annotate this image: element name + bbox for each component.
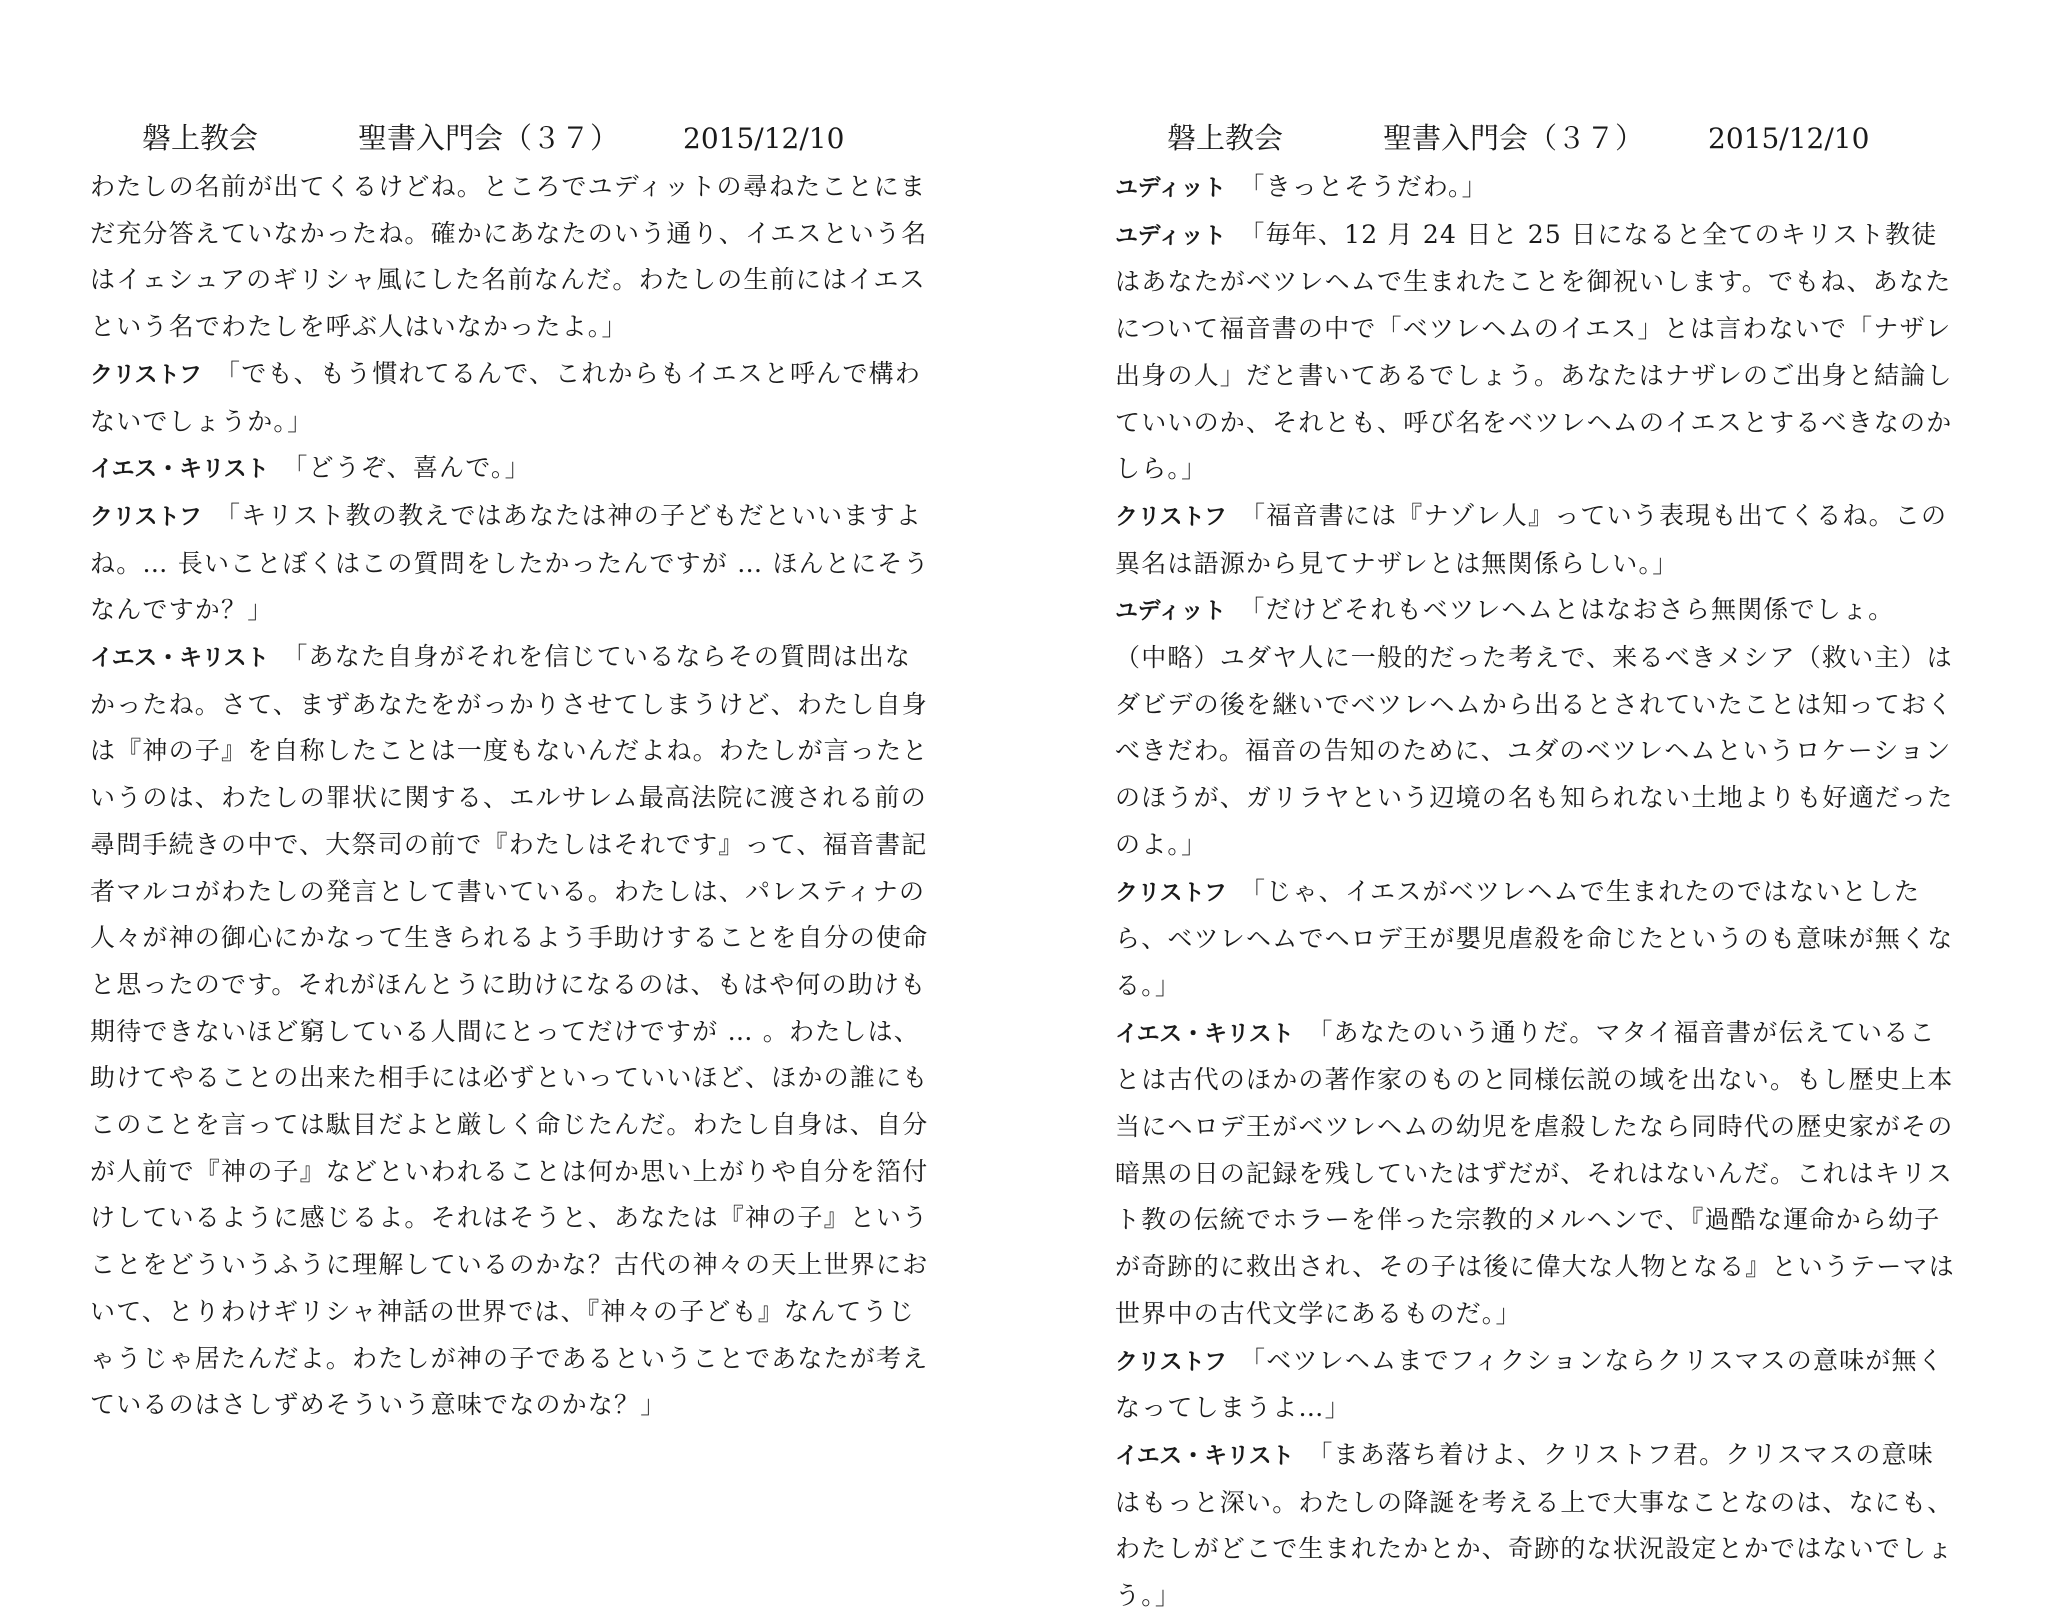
paragraph [90, 164, 930, 351]
dialogue-text: 「毎年、12 月 24 日と 25 日になると全てのキリスト教徒はあなたがベツレヘムで生まれたことを御祝いします。でもね、あなたについて福音書の中で「ベツレヘムのイエス」とは言わないで「ナザレ出身の人」だと書いてあるでしょう。あなたはナザレのご出身と結論していいのか、それとも、呼び名をベツレヘムのイエスとするべきなのかしら。」 [1115, 219, 1953, 484]
speaker-name: イエス・キリスト [1115, 1020, 1294, 1047]
document-title: 聖書入門会（３７） [358, 121, 620, 155]
dialogue-text: 「福音書には『ナゾレ人』っていう表現も出てくるね。この異名は語源から見てナザレとは無関係らしい。」 [1115, 500, 1948, 578]
page-left [90, 116, 930, 1429]
church-name: 磐上教会 [1167, 121, 1284, 155]
dialogue-paragraph [1115, 1338, 1955, 1432]
dialogue-text: 「どうぞ、喜んで。」 [268, 453, 531, 483]
speaker-name: クリストフ [90, 503, 202, 530]
dialogue-text: 「でも、もう慣れてるんで、これからもイエスと呼んで構わないでしょうか。」 [90, 358, 921, 436]
speaker-name: クリストフ [1115, 879, 1227, 906]
speaker-name: ユディット [1115, 175, 1226, 201]
dialogue-text: 「あなた自身がそれを信じているならその質問は出なかったね。さて、まずあなたをがっかりさせてしまうけど、わたし自身は『神の子』を自称したことは一度もないんだよね。わたしが言ったというのは、わたしの罪状に関する、エルサレム最高法院に渡される前の尋問手続きの中で、大祭司の前で『わたしはそれです』って、福音書記者マルコがわたしの発言として書いている。わたしは、パレスティナの人々が神の御心にかなって生きられるよう手助けすることを自分の使命と思ったのです。それがほんとうに助けになるのは、もはや何の助けも期待できないほど窮している人間にとってだけですが … 。わたしは、助けてやることの出来た相手には必ずといっていいほど、ほかの誰にもこのことを言っては駄目だよと厳しく命じたんだ。わたし自身は、自分が人前で『神の子』などといわれることは何か思い上がりや自分を箔付けしているように感じるよ。それはそうと、あなたは『神の子』ということをどういうふうに理解しているのかな？古代の神々の天上世界において、とりわけギリシャ神話の世界では、『神々の子ども』なんてうじゃうじゃ居たんだよ。わたしが神の子であるということであなたが考えているのはさしずめそういう意味でなのかな？」 [90, 642, 929, 1420]
speaker-name: イエス・キリスト [90, 645, 269, 672]
speaker-name: イエス・キリスト [1115, 1442, 1294, 1469]
church-name: 磐上教会 [142, 121, 259, 155]
speaker-name: イエス・キリスト [90, 456, 269, 483]
document-title: 聖書入門会（３７） [1383, 121, 1645, 155]
document-date: 2015/12/10 [683, 122, 845, 155]
dialogue-paragraph [1115, 869, 1955, 1010]
dialogue-paragraph [1115, 493, 1955, 587]
speaker-name: ユディット [1115, 598, 1226, 625]
dialogue-paragraph [1115, 212, 1955, 493]
dialogue-text: 「じゃ、イエスがベツレヘムで生まれたのではないとしたら、ベツレヘムでヘロデ王が嬰児虐殺を命じたというのも意味が無くなる。」 [1115, 876, 1954, 1000]
speaker-name: クリストフ [90, 361, 202, 388]
paragraph-text: わたしの名前が出てくるけどね。ところでユディットの尋ねたことにまだ充分答えていなかったね。確かにあなたのいう通り、イエスという名はイェシュアのギリシャ風にした名前なんだ。わたしの生前にはイエスという名でわたしを呼ぶ人はいなかったよ。」 [90, 172, 928, 342]
dialogue-text: 「まあ落ち着けよ、クリストフ君。クリスマスの意味はもっと深い。わたしの降誕を考える上で大事なことなのは、なにも、わたしがどこで生まれたかとか、奇跡的な状況設定とかではないでしょう。」 [1115, 1439, 1954, 1611]
speaker-name: ユディット [1115, 222, 1226, 249]
dialogue-text: 「きっとそうだわ。」 [1225, 172, 1488, 201]
dialogue-paragraph [1115, 1010, 1955, 1338]
speaker-name: クリストフ [1115, 1348, 1227, 1375]
speaker-name: クリストフ [1115, 503, 1227, 530]
page-header [1115, 116, 1955, 164]
dialogue-text: 「ベツレヘムまでフィクションならクリスマスの意味が無くなってしまうよ…」 [1115, 1345, 1944, 1423]
dialogue-paragraph [90, 445, 930, 493]
dialogue-paragraph [1115, 164, 1955, 212]
dialogue-text: 「だけどそれもベツレヘムとはなおさら無関係でしょ。 （中略）ユダヤ人に一般的だった考えで、来るべきメシア（救い主）はダビデの後を継いでベツレヘムから出るとされていたことは知っておくべきだわ。福音の告知のために、ユダのベツレヘムというロケーションのほうが、ガリラヤという辺境の名も知られない土地よりも好適だったのよ。」 [1115, 595, 1954, 859]
document-date: 2015/12/10 [1708, 122, 1870, 155]
dialogue-paragraph [90, 634, 930, 1429]
dialogue-paragraph [1115, 1432, 1955, 1620]
page-header [90, 116, 930, 164]
dialogue-text: 「キリスト教の教えではあなたは神の子どもだといいますよね。… 長いことぼくはこの質問をしたかったんですが … ほんとにそうなんですか？」 [90, 500, 930, 625]
dialogue-text: 「あなたのいう通りだ。マタイ福音書が伝えていることは古代のほかの著作家のものと同様伝説の域を出ない。もし歴史上本当にヘロデ王がベツレヘムの幼児を虐殺したなら同時代の歴史家がその暗黒の日の記録を残していたはずだが、それはないんだ。これはキリスト教の伝統でホラーを伴った宗教的メルヘンで、『過酷な運命から幼子が奇跡的に救出され、その子は後に偉大な人物となる』というテーマは世界中の古代文学にあるものだ。」 [1115, 1017, 1955, 1328]
dialogue-paragraph [90, 493, 930, 634]
page-right [1115, 116, 1955, 1620]
dialogue-paragraph [1115, 587, 1955, 868]
dialogue-paragraph [90, 351, 930, 445]
